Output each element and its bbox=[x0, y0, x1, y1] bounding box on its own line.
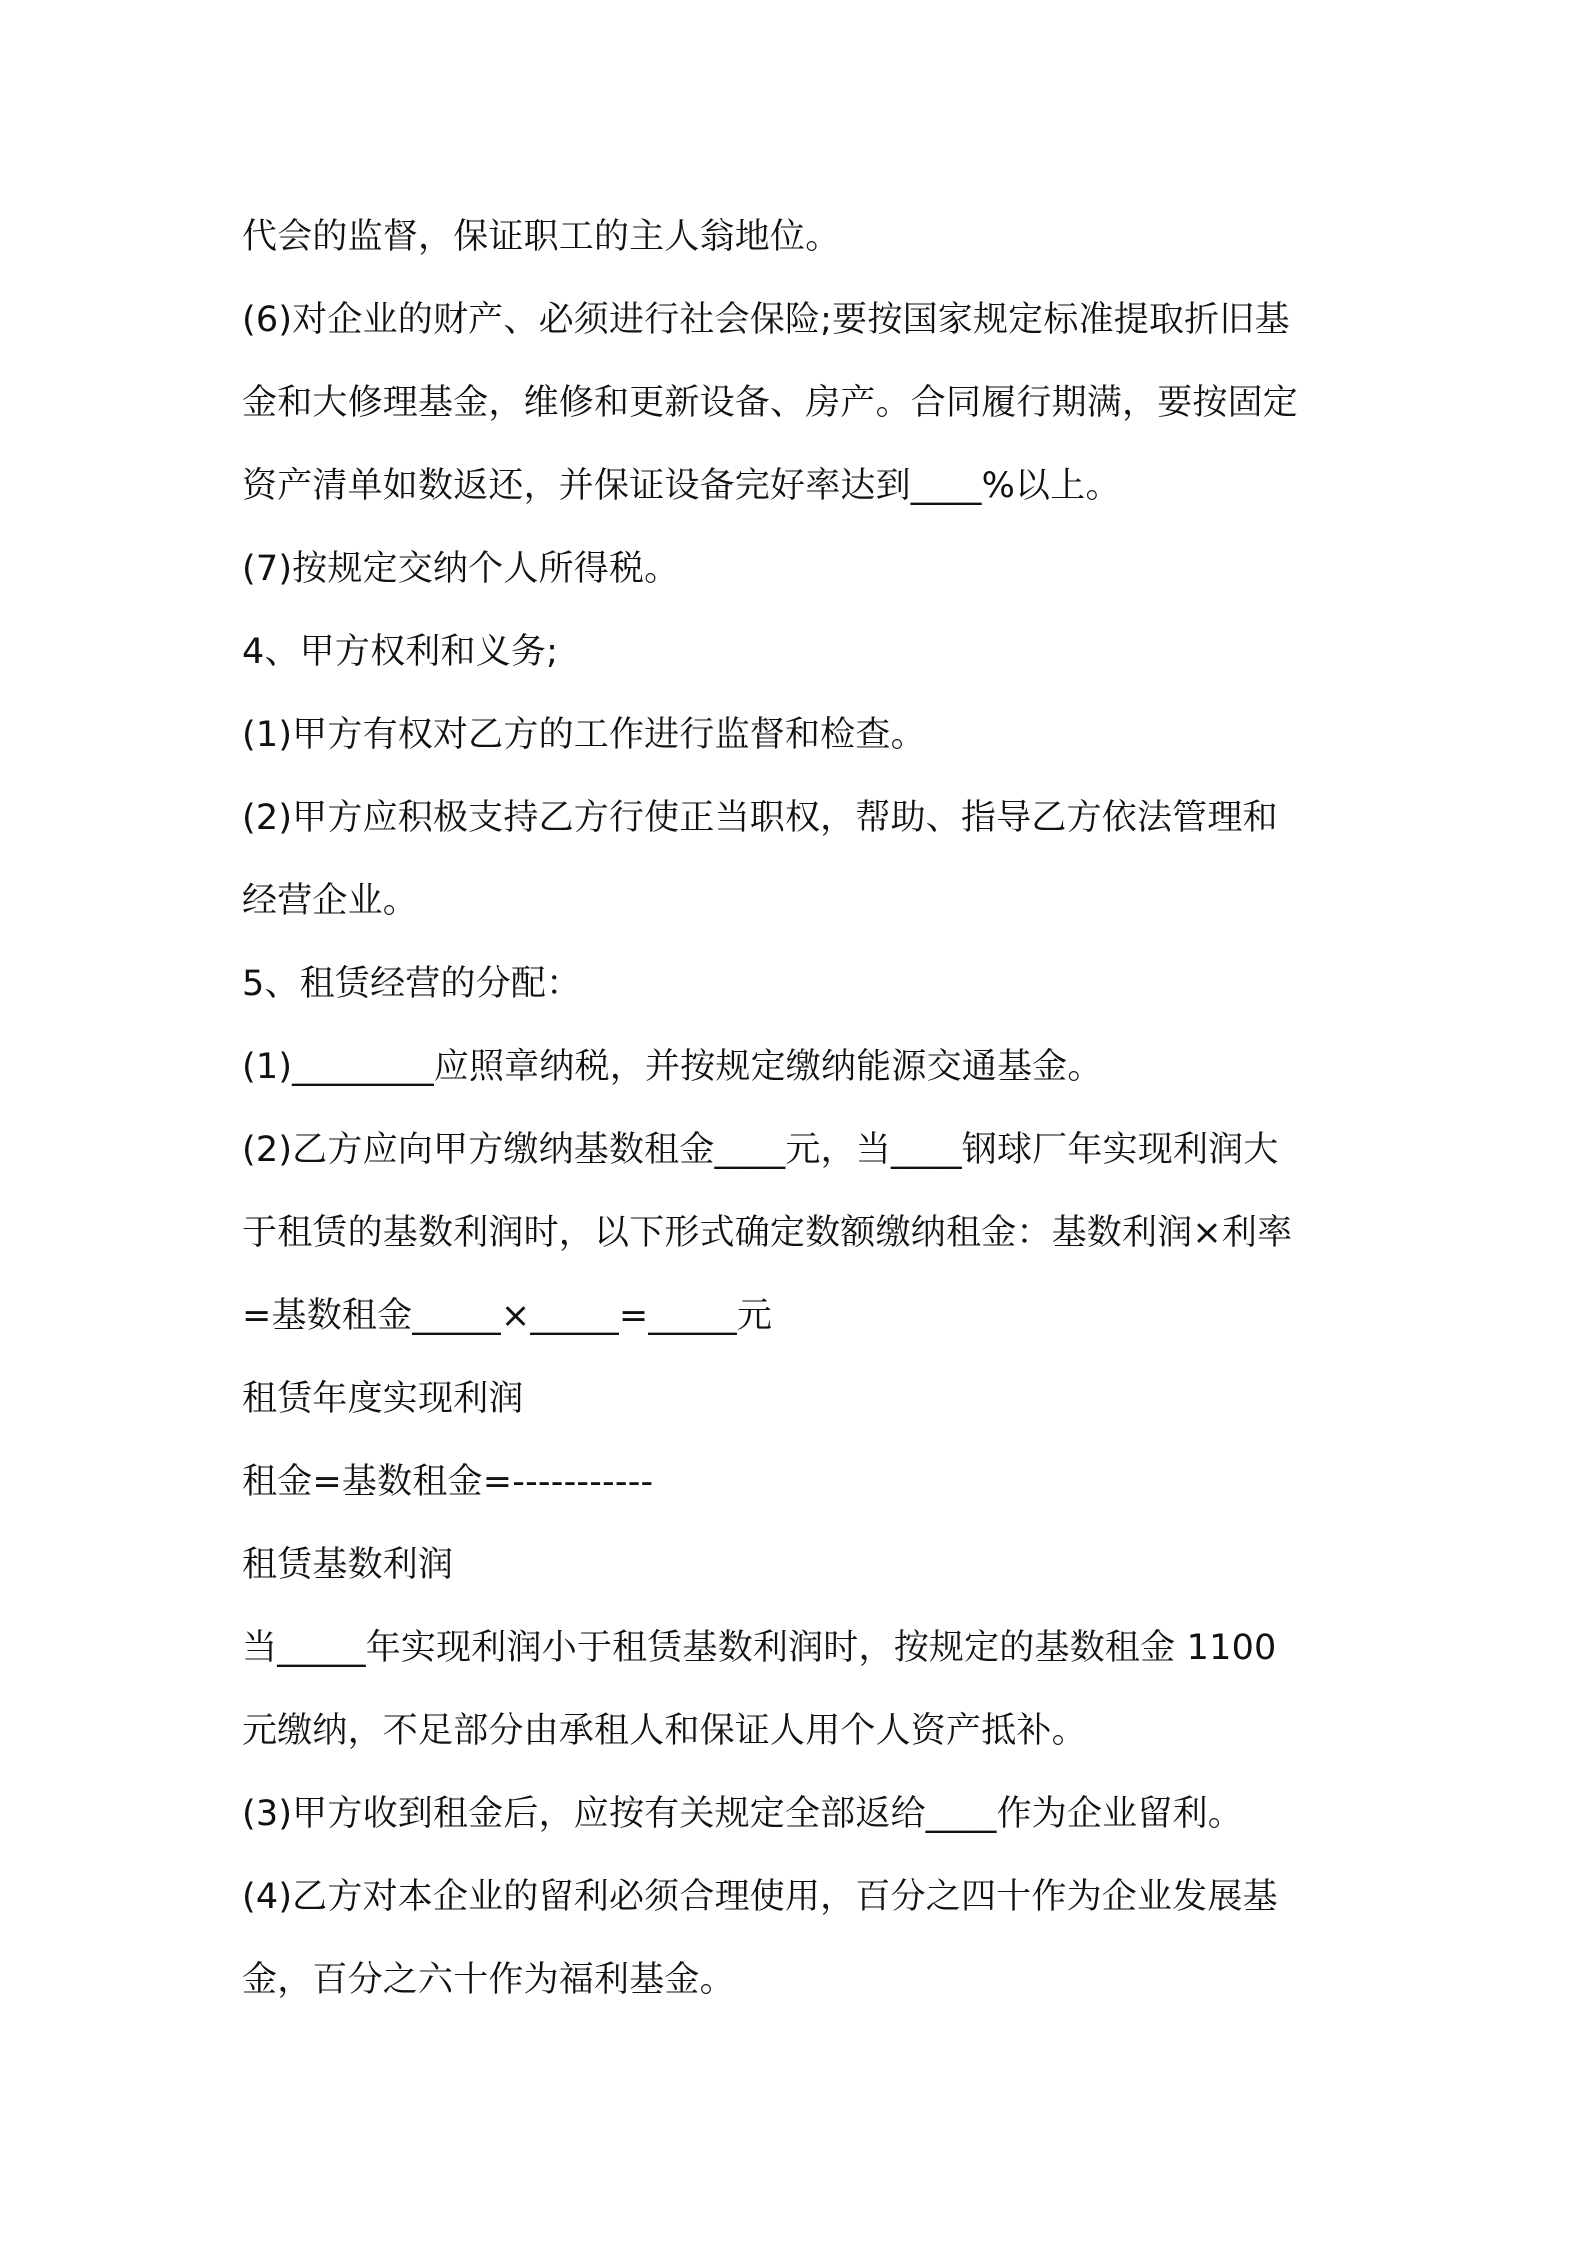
text-line: 金，百分之六十作为福利基金。 bbox=[242, 1960, 735, 2000]
text-line: 于租赁的基数利润时，以下形式确定数额缴纳租金：基数利润×利率 bbox=[242, 1213, 1293, 1253]
text-line: (7)按规定交纳个人所得税。 bbox=[242, 549, 680, 589]
text-line: (6)对企业的财产、必须进行社会保险;要按国家规定标准提取折旧基 bbox=[242, 300, 1290, 340]
text-line: 经营企业。 bbox=[242, 881, 419, 921]
text-line: 资产清单如数返还，并保证设备完好率达到____%以上。 bbox=[242, 466, 1121, 506]
text-line: 金和大修理基金，维修和更新设备、房产。合同履行期满，要按固定 bbox=[242, 383, 1299, 423]
text-line: 当_____年实现利润小于租赁基数利润时，按规定的基数租金 1100 bbox=[242, 1628, 1277, 1668]
document-body bbox=[242, 196, 1362, 2022]
text-line: (1)________应照章纳税，并按规定缴纳能源交通基金。 bbox=[242, 1047, 1103, 1087]
text-line: 元缴纳，不足部分由承租人和保证人用个人资产抵补。 bbox=[242, 1711, 1087, 1751]
formula-line: =基数租金_____×_____=_____元 bbox=[242, 1296, 773, 1336]
text-line: (3)甲方收到租金后，应按有关规定全部返给____作为企业留利。 bbox=[242, 1794, 1243, 1834]
formula-numerator: 租赁年度实现利润 bbox=[242, 1379, 524, 1419]
formula-line: 租金=基数租金=----------- bbox=[242, 1462, 654, 1502]
text-line: (2)乙方应向甲方缴纳基数租金____元，当____钢球厂年实现利润大 bbox=[242, 1130, 1279, 1170]
section-heading: 4、甲方权利和义务; bbox=[242, 632, 559, 672]
text-line: (4)乙方对本企业的留利必须合理使用，百分之四十作为企业发展基 bbox=[242, 1877, 1278, 1917]
formula-denominator: 租赁基数利润 bbox=[242, 1545, 454, 1585]
section-heading: 5、租赁经营的分配： bbox=[242, 964, 582, 1004]
text-line: 代会的监督，保证职工的主人翁地位。 bbox=[242, 217, 841, 257]
text-line: (1)甲方有权对乙方的工作进行监督和检查。 bbox=[242, 715, 926, 755]
text-line: (2)甲方应积极支持乙方行使正当职权，帮助、指导乙方依法管理和 bbox=[242, 798, 1278, 838]
